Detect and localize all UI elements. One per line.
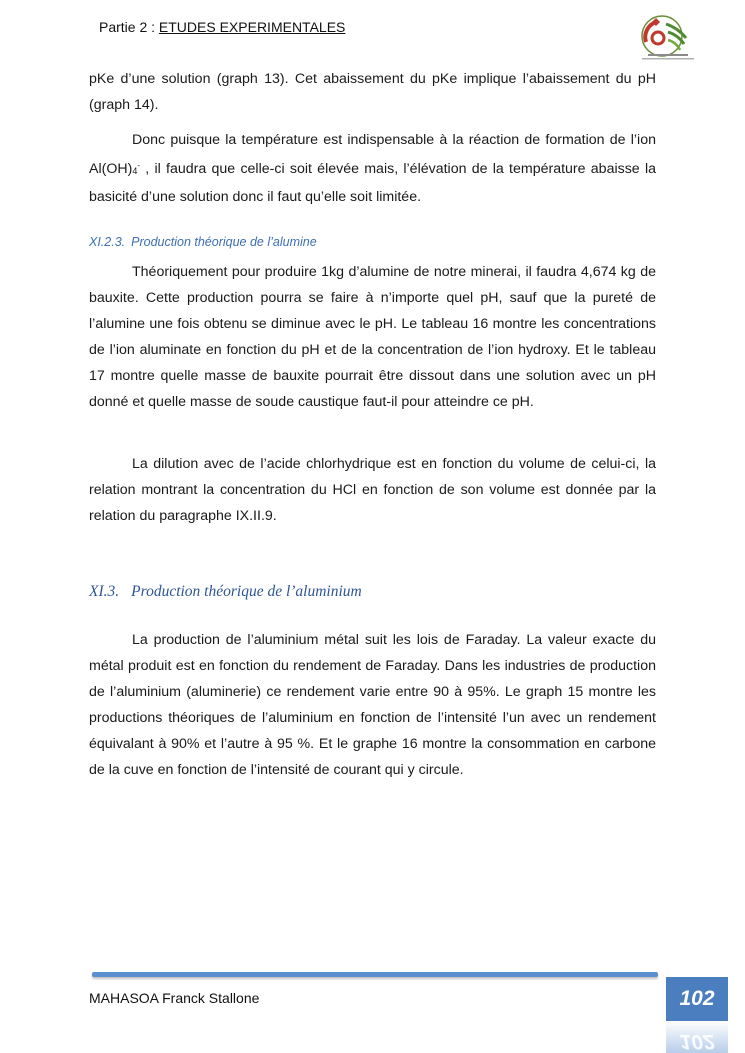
paragraph-4: La dilution avec de l’acide chlorhydrique est en fonction du volume de celui-ci, la relation montrant la concentration du HCl en fonction de son volume est donnée par la relation du paragraphe IX.II.9. [89, 456, 656, 524]
formula-superscript: - [137, 161, 141, 170]
paragraph-2-text-b: , il faudra que celle-ci soit élevée mais, l’élévation de la température abaisse la basicité d’une solution donc il faut qu’elle soit limitée. [89, 161, 656, 205]
paragraph-3: Théoriquement pour produire 1kg d’alumine de notre minerai, il faudra 4,674 kg de bauxite. Cette production pourra se faire à n’importe quel pH, sauf que la pureté de l’alumine une fois obtenu se diminue avec le pH. Le tableau 16 montre les concentrations de l’ion aluminate en fonction du pH et de la concentration de l’ion hydroxy. Et le tableau 17 montre quelle masse de bauxite pourrait être dissout dans une solution avec un pH donné et quelle masse de soude caustique faut-il pour atteindre ce pH. [89, 264, 656, 410]
subsection-title: Production théorique de l’alumine [131, 235, 317, 249]
formula-subscript: 4 [132, 166, 138, 176]
footer-divider [92, 972, 658, 977]
paragraph-5: La production de l’aluminium métal suit les lois de Faraday. La valeur exacte du métal produit est en fonction du rendement de Faraday. Dans les industries de production de l’aluminium (aluminerie) ce rendement varie entre 90 à 95%. Le graph 15 montre les productions théoriques de l’aluminium en fonction de l’intensité l’un avec un rendement équivalant à 90% et l’autre à 95 %. Et le graphe 16 montre la consommation en carbone de la cuve en fonction de l’intensité de courant qui y circule. [89, 632, 656, 778]
subsection-number: XI.2.3. [89, 235, 126, 249]
paragraph-2 [89, 127, 656, 210]
page-number: 102 [666, 977, 728, 1021]
header-prefix: Partie 2 : [99, 19, 159, 35]
running-header [99, 19, 345, 35]
section-title: Production théorique de l’aluminium [131, 583, 362, 600]
section-heading [89, 583, 362, 601]
paragraph-1: pKe d’une solution (graph 13). Cet abaissement du pKe implique l’abaissement du pH (graph 14). [89, 71, 656, 113]
institution-logo-icon [632, 12, 698, 62]
subsection-heading [89, 235, 317, 249]
header-title: ETUDES EXPERIMENTALES [158, 19, 346, 35]
footer-author: MAHASOA Franck Stallone [89, 990, 260, 1006]
page-number-reflection: 102 [666, 1021, 728, 1053]
section-number: XI.3. [89, 583, 120, 600]
paragraph-2-text-a: Donc puisque la température est indispensable à la réaction de formation de l’ion Al(OH) [89, 132, 656, 177]
